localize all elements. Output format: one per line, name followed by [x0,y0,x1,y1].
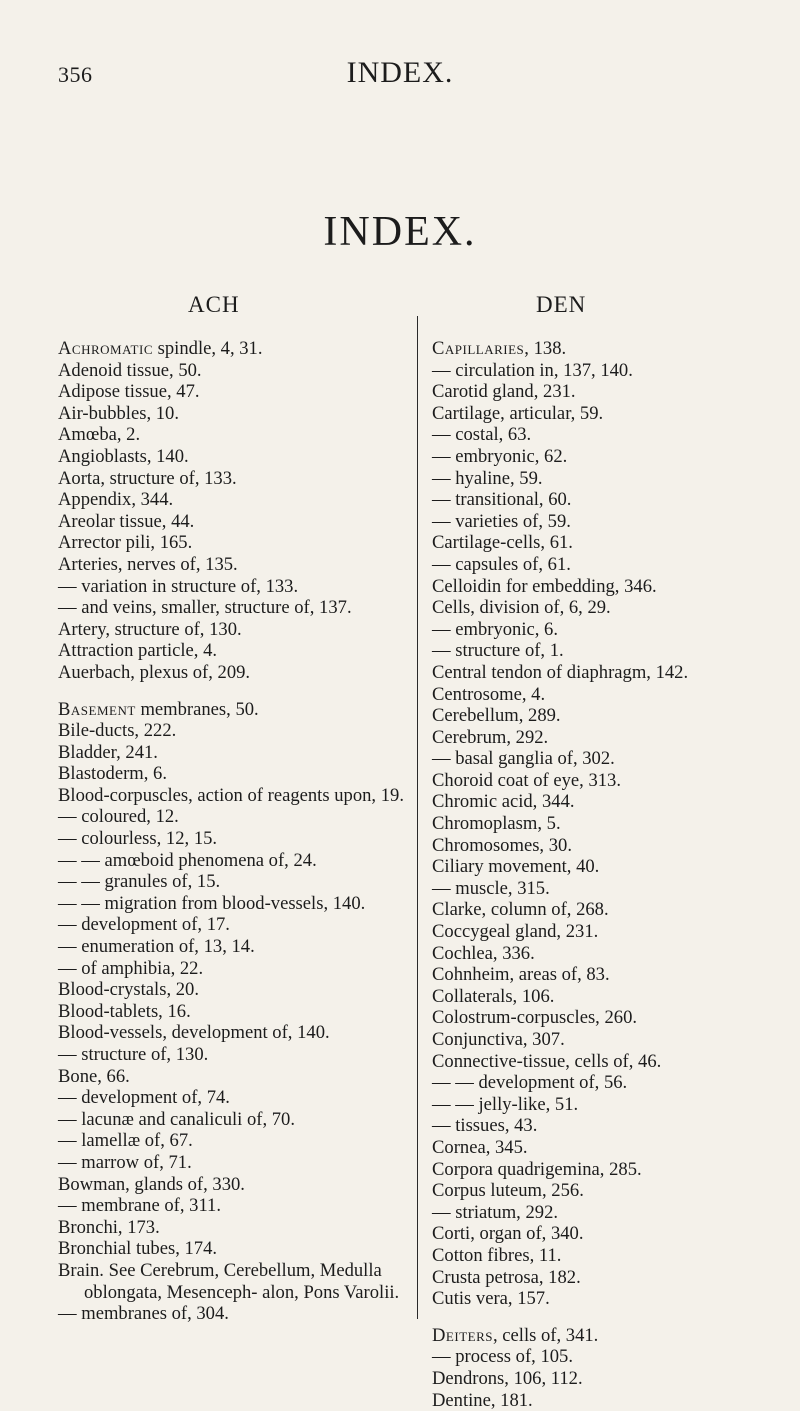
index-entry [58,699,408,721]
index-entry: — embryonic, 62. [432,446,798,468]
index-entry-text: , cells of, 341. [493,1325,598,1346]
index-entry [432,338,798,360]
index-entry: Cerebrum, 292. [432,727,798,749]
index-entry: Corpora quadrigemina, 285. [432,1159,798,1181]
index-entry: — lacunæ and canaliculi of, 70. [58,1109,408,1131]
index-entry: Coccygeal gland, 231. [432,921,798,943]
index-entry: Cutis vera, 157. [432,1288,798,1310]
index-entry: — — amœboid phenomena of, 24. [58,850,408,872]
index-entry: Clarke, column of, 268. [432,899,798,921]
index-entry-text: spindle, 4, 31. [153,338,263,359]
index-entry: Central tendon of diaphragm, 142. [432,662,798,684]
index-entry: Collaterals, 106. [432,986,798,1008]
index-entry: Cartilage, articular, 59. [432,403,798,425]
index-entry: — costal, 63. [432,424,798,446]
section-gap [432,1310,798,1325]
index-entry: Cohnheim, areas of, 83. [432,964,798,986]
column-divider [417,316,418,1319]
index-entry: Bowman, glands of, 330. [58,1174,408,1196]
index-entry: Angioblasts, 140. [58,446,408,468]
index-entry: — hyaline, 59. [432,468,798,490]
index-entry: — structure of, 1. [432,640,798,662]
index-entry: — — migration from blood-vessels, 140. [58,893,408,915]
index-entry: Centrosome, 4. [432,684,798,706]
index-entry: Arrector pili, 165. [58,532,408,554]
left-column-head: ACH [188,292,240,318]
index-entry: — striatum, 292. [432,1202,798,1224]
index-entry: — — development of, 56. [432,1072,798,1094]
running-head [0,56,800,86]
index-entry: Areolar tissue, 44. [58,511,408,533]
index-entry: Bronchi, 173. [58,1217,408,1239]
index-entry: Dentine, 181. [432,1390,798,1411]
index-entry: Artery, structure of, 130. [58,619,408,641]
index-entry: Auerbach, plexus of, 209. [58,662,408,684]
index-entry: Blood-crystals, 20. [58,979,408,1001]
index-entry: Arteries, nerves of, 135. [58,554,408,576]
index-entry-text: , 138. [524,338,566,359]
index-entry: Connective-tissue, cells of, 46. [432,1051,798,1073]
index-entry: — basal ganglia of, 302. [432,748,798,770]
section-lead-word: Achromatic [58,338,153,359]
index-entry: Choroid coat of eye, 313. [432,770,798,792]
index-entry: — and veins, smaller, structure of, 137. [58,597,408,619]
index-entry: — capsules of, 61. [432,554,798,576]
page-number: 356 [58,62,93,88]
page-title: INDEX. [0,208,800,256]
index-entry: — enumeration of, 13, 14. [58,936,408,958]
index-entry: Corti, organ of, 340. [432,1223,798,1245]
index-entry: — development of, 17. [58,914,408,936]
index-entry: Air-bubbles, 10. [58,403,408,425]
index-entry-text: membranes, 50. [136,699,259,720]
section-lead-word: Deiters [432,1325,493,1346]
index-entry: Bile-ducts, 222. [58,720,408,742]
right-column-head: DEN [536,292,586,318]
index-entry: — process of, 105. [432,1346,798,1368]
index-entry: Blood-vessels, development of, 140. [58,1022,408,1044]
index-entry: Celloidin for embedding, 346. [432,576,798,598]
index-entry: Corpus luteum, 256. [432,1180,798,1202]
index-entry [432,1325,798,1347]
index-entry: — development of, 74. [58,1087,408,1109]
left-column [58,338,408,1325]
index-entry: Bone, 66. [58,1066,408,1088]
index-entry: — marrow of, 71. [58,1152,408,1174]
index-entry: — structure of, 130. [58,1044,408,1066]
index-entry [58,338,408,360]
index-entry: Cochlea, 336. [432,943,798,965]
section-lead-word: Capillaries [432,338,524,359]
index-entry: Blood-tablets, 16. [58,1001,408,1023]
index-entry: Conjunctiva, 307. [432,1029,798,1051]
index-entry: — embryonic, 6. [432,619,798,641]
index-entry: Amœba, 2. [58,424,408,446]
index-entry: — tissues, 43. [432,1115,798,1137]
index-entry: Cells, division of, 6, 29. [432,597,798,619]
index-entry: Chromosomes, 30. [432,835,798,857]
index-entry: Cornea, 345. [432,1137,798,1159]
index-entry: Crusta petrosa, 182. [432,1267,798,1289]
index-entry: — membranes of, 304. [58,1303,408,1325]
index-entry: Blood-corpuscles, action of reagents upon, 19. [58,785,408,807]
index-entry: Bronchial tubes, 174. [58,1238,408,1260]
section-lead-word: Basement [58,699,136,720]
index-entry: — variation in structure of, 133. [58,576,408,598]
index-entry: — lamellæ of, 67. [58,1130,408,1152]
index-entry: — circulation in, 137, 140. [432,360,798,382]
index-entry: Blastoderm, 6. [58,763,408,785]
index-entry: — muscle, 315. [432,878,798,900]
index-entry: Carotid gland, 231. [432,381,798,403]
index-entry: Attraction particle, 4. [58,640,408,662]
running-title: INDEX. [0,56,800,90]
index-entry: — membrane of, 311. [58,1195,408,1217]
index-entry: — colourless, 12, 15. [58,828,408,850]
section-gap [58,684,408,699]
index-entry: — transitional, 60. [432,489,798,511]
index-entry: Aorta, structure of, 133. [58,468,408,490]
index-entry: Bladder, 241. [58,742,408,764]
index-entry: Chromic acid, 344. [432,791,798,813]
index-entry: Ciliary movement, 40. [432,856,798,878]
index-entry: Adenoid tissue, 50. [58,360,408,382]
index-entry: Dendrons, 106, 112. [432,1368,798,1390]
index-entry: Brain. See Cerebrum, Cerebellum, Medulla oblongata, Mesenceph- alon, Pons Varolii. [58,1260,408,1303]
index-entry: Appendix, 344. [58,489,408,511]
index-entry: — varieties of, 59. [432,511,798,533]
index-entry: — coloured, 12. [58,806,408,828]
index-entry: — — granules of, 15. [58,871,408,893]
index-entry: Adipose tissue, 47. [58,381,408,403]
index-entry: Cartilage-cells, 61. [432,532,798,554]
index-entry: Cerebellum, 289. [432,705,798,727]
index-entry: Colostrum-corpuscles, 260. [432,1007,798,1029]
index-entry: Cotton fibres, 11. [432,1245,798,1267]
index-entry: Chromoplasm, 5. [432,813,798,835]
index-entry: — — jelly-like, 51. [432,1094,798,1116]
right-column [432,338,798,1411]
index-entry: — of amphibia, 22. [58,958,408,980]
